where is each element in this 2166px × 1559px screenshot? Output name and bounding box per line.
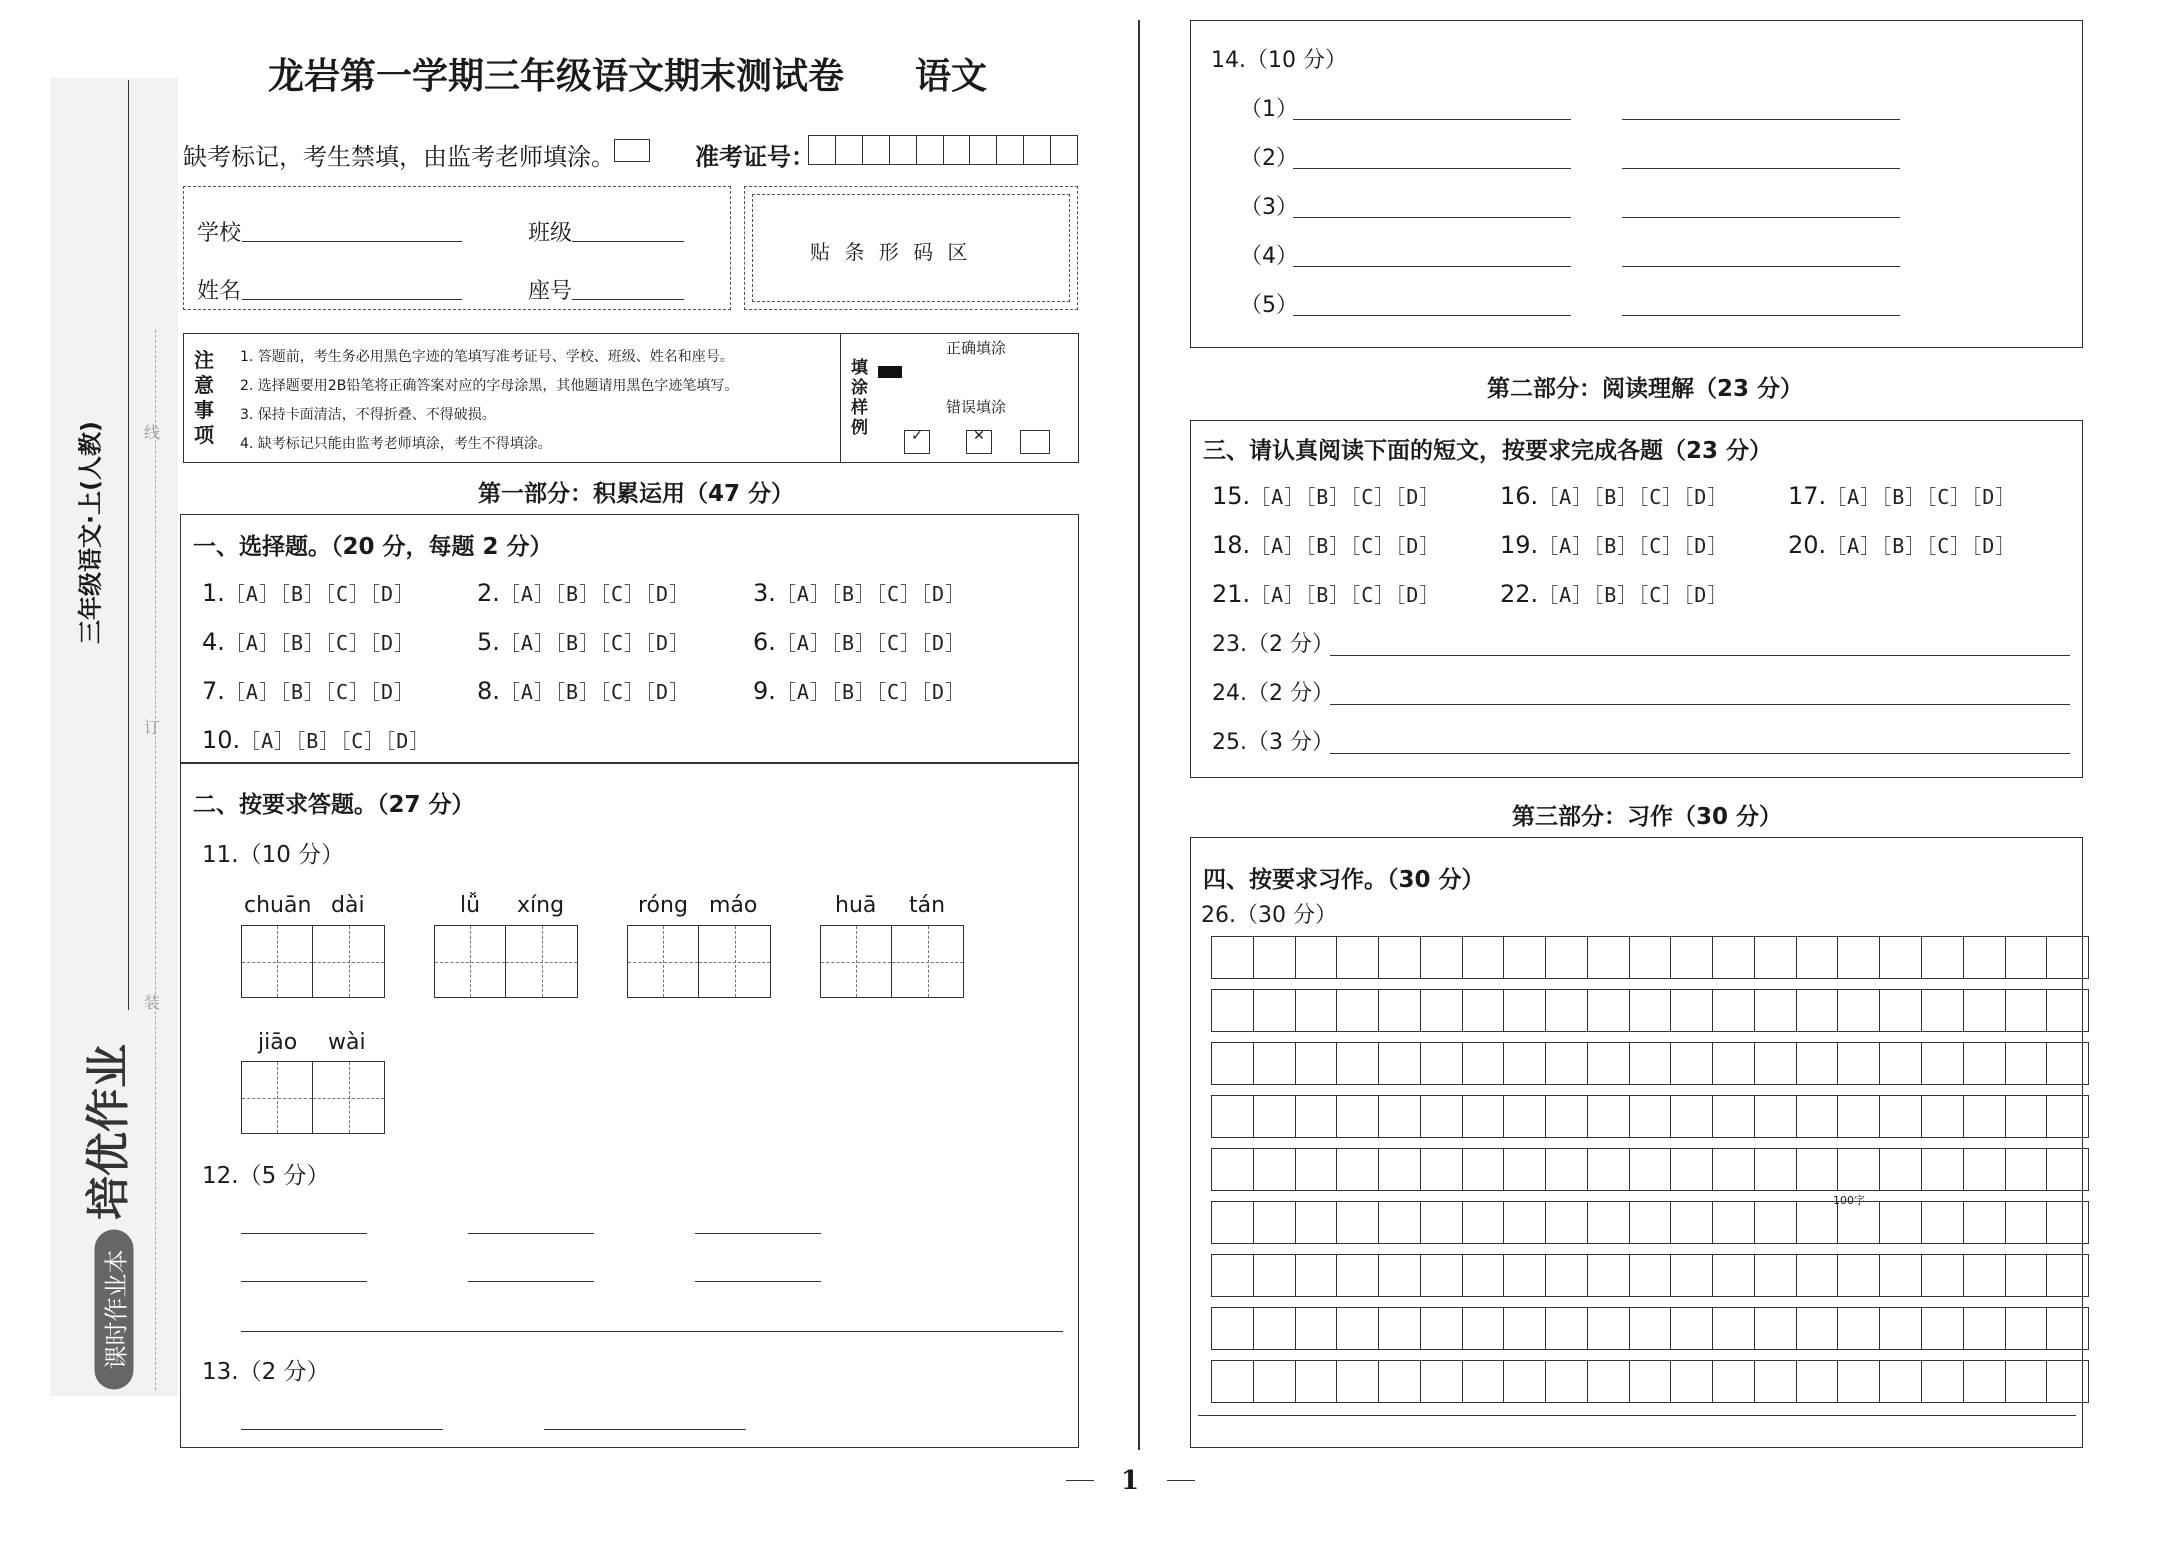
note-1: 1. 答题前，考生务必用黑色字迹的笔填写准考证号、学校、班级、姓名和座号。 — [240, 349, 734, 365]
composition-bottom-rule — [1198, 1415, 2076, 1416]
tian-grid-4[interactable] — [820, 925, 964, 998]
exam-id-boxes[interactable] — [808, 135, 1078, 165]
composition-row[interactable] — [1211, 989, 2089, 1032]
q14-blank-2b[interactable] — [1622, 149, 1900, 169]
exam-subject: 语文 — [915, 55, 988, 97]
pinyin-1a: chuān — [244, 893, 312, 918]
cut-line — [155, 330, 156, 1390]
note-2: 2. 选择题要用2B铅笔将正确答案对应的字母涂黑，其他题请用黑色字迹笔填写。 — [240, 378, 739, 394]
barcode-label: 贴 条 形 码 区 — [810, 240, 972, 264]
q25-label: 25.（3 分） — [1212, 730, 1334, 755]
exam-title: 龙岩第一学期三年级语文期末测试卷 — [268, 55, 845, 97]
pinyin-2a: lǚ — [460, 893, 481, 918]
pinyin-4b: tán — [909, 893, 946, 918]
q14-blank-1b[interactable] — [1622, 100, 1900, 120]
q12-blank-4[interactable] — [241, 1262, 367, 1282]
pinyin-4a: huā — [835, 893, 877, 918]
notes-divider — [840, 333, 841, 463]
pinyin-3b: máo — [709, 893, 758, 918]
mc-question-4[interactable]: 4.［A］［B］［C］［D］ — [202, 628, 416, 656]
absent-checkbox[interactable] — [614, 139, 650, 162]
absent-note: 缺考标记，考生禁填，由监考老师填涂。 — [183, 143, 615, 171]
mc-question-1[interactable]: 1.［A］［B］［C］［D］ — [202, 579, 416, 607]
correct-fill-sample — [878, 366, 902, 378]
q14-blank-4a[interactable] — [1293, 247, 1571, 267]
q13-blank-2[interactable] — [544, 1410, 746, 1430]
tian-grid-5[interactable] — [241, 1061, 385, 1134]
wrong-fill-sample-2: ✕ — [966, 430, 992, 454]
seat-field[interactable] — [572, 276, 684, 300]
q23-answer-line[interactable] — [1330, 634, 2070, 656]
mc-question-9[interactable]: 9.［A］［B］［C］［D］ — [753, 677, 967, 705]
composition-row[interactable] — [1211, 936, 2089, 979]
q25-answer-line[interactable] — [1330, 732, 2070, 754]
composition-row[interactable] — [1211, 1201, 2089, 1244]
pinyin-5b: wài — [328, 1030, 366, 1055]
q14-blank-3b[interactable] — [1622, 198, 1900, 218]
q14-item-1: （1） — [1240, 97, 1298, 122]
marker-100-chars: 100字 — [1833, 1194, 1865, 1207]
fill-example-label: 填 涂 样 例 — [851, 358, 868, 438]
part1-title: 第一部分：积累运用（47 分） — [478, 481, 795, 507]
page-number: 1 — [1121, 1466, 1140, 1496]
page-divider — [1138, 20, 1140, 1450]
part2-title: 第二部分：阅读理解（23 分） — [1487, 376, 1804, 402]
part3-title: 第三部分：习作（30 分） — [1512, 804, 1783, 830]
sidebar-brand: 培优作业 — [83, 1044, 134, 1220]
wrong-fill-sample-1: ✓ — [904, 430, 930, 454]
q11-label: 11.（10 分） — [202, 842, 345, 868]
tian-grid-2[interactable] — [434, 925, 578, 998]
tian-grid-3[interactable] — [627, 925, 771, 998]
name-label: 姓名 — [197, 279, 242, 304]
cut-mark-3: 装 — [144, 993, 161, 1012]
q12-blank-2[interactable] — [468, 1214, 594, 1234]
section1-title: 一、选择题。（20 分，每题 2 分） — [193, 534, 553, 560]
q14-label: 14.（10 分） — [1211, 48, 1347, 73]
correct-fill-label: 正确填涂 — [946, 339, 1007, 357]
pinyin-5a: jiāo — [258, 1030, 298, 1055]
sidebar-subject: 三年级语文·上(人教) — [76, 420, 105, 645]
name-field[interactable] — [242, 276, 462, 300]
footer-dash-right — [1167, 1480, 1195, 1481]
mc-question-3[interactable]: 3.［A］［B］［C］［D］ — [753, 579, 967, 607]
note-3: 3. 保持卡面清洁，不得折叠、不得破损。 — [240, 407, 496, 423]
q24-answer-line[interactable] — [1330, 683, 2070, 705]
q14-item-4: （4） — [1240, 244, 1298, 269]
mc-question-19[interactable]: 19.［A］［B］［C］［D］ — [1500, 531, 1729, 559]
mc-question-22[interactable]: 22.［A］［B］［C］［D］ — [1500, 580, 1729, 608]
mc-question-15[interactable]: 15.［A］［B］［C］［D］ — [1212, 482, 1441, 510]
mc-question-21[interactable]: 21.［A］［B］［C］［D］ — [1212, 580, 1441, 608]
q14-item-3: （3） — [1240, 195, 1298, 220]
notes-heading: 注 意 事 项 — [194, 348, 214, 447]
q13-label: 13.（2 分） — [202, 1359, 330, 1385]
q14-item-2: （2） — [1240, 146, 1298, 171]
q12-blank-1[interactable] — [241, 1214, 367, 1234]
wrong-fill-label: 错误填涂 — [946, 398, 1007, 416]
mc-question-2[interactable]: 2.［A］［B］［C］［D］ — [477, 579, 691, 607]
q13-blank-1[interactable] — [241, 1410, 443, 1430]
q14-blank-3a[interactable] — [1293, 198, 1571, 218]
tian-grid-1[interactable] — [241, 925, 385, 998]
q12-blank-6[interactable] — [695, 1262, 821, 1282]
q14-blank-2a[interactable] — [1293, 149, 1571, 169]
composition-row[interactable] — [1211, 1148, 2089, 1191]
q12-blank-5[interactable] — [468, 1262, 594, 1282]
q14-blank-5b[interactable] — [1622, 296, 1900, 316]
q23-label: 23.（2 分） — [1212, 632, 1334, 657]
section4-title: 四、按要求习作。（30 分） — [1203, 867, 1485, 893]
q24-label: 24.（2 分） — [1212, 681, 1334, 706]
composition-row[interactable] — [1211, 1095, 2089, 1138]
q14-item-5: （5） — [1240, 293, 1298, 318]
pinyin-3a: róng — [638, 893, 688, 918]
pinyin-2b: xíng — [517, 893, 565, 918]
q12-label: 12.（5 分） — [202, 1163, 330, 1189]
mc-question-17[interactable]: 17.［A］［B］［C］［D］ — [1788, 482, 2017, 510]
section2-title: 二、按要求答题。（27 分） — [193, 792, 475, 818]
section3-title: 三、请认真阅读下面的短文，按要求完成各题（23 分） — [1203, 438, 1773, 464]
q12-blank-long[interactable] — [241, 1312, 1063, 1332]
wrong-fill-sample-3 — [1020, 430, 1050, 454]
q14-blank-4b[interactable] — [1622, 247, 1900, 267]
class-field[interactable] — [572, 218, 684, 242]
mc-question-20[interactable]: 20.［A］［B］［C］［D］ — [1788, 531, 2017, 559]
sidebar-brand-sub: 课时作业本 — [95, 1230, 134, 1390]
footer-dash-left — [1066, 1480, 1094, 1481]
q12-blank-3[interactable] — [695, 1214, 821, 1234]
q14-blank-1a[interactable] — [1293, 100, 1571, 120]
composition-row[interactable] — [1211, 1307, 2089, 1350]
cut-mark-2: 订 — [144, 718, 161, 737]
mc-question-16[interactable]: 16.［A］［B］［C］［D］ — [1500, 482, 1729, 510]
mc-question-6[interactable]: 6.［A］［B］［C］［D］ — [753, 628, 967, 656]
school-label: 学校 — [197, 221, 242, 246]
q26-label: 26.（30 分） — [1201, 903, 1337, 928]
mc-question-18[interactable]: 18.［A］［B］［C］［D］ — [1212, 531, 1441, 559]
seat-label: 座号 — [528, 279, 573, 304]
sidebar-rule — [128, 80, 129, 1010]
note-4: 4. 缺考标记只能由监考老师填涂，考生不得填涂。 — [240, 436, 552, 452]
q14-blank-5a[interactable] — [1293, 296, 1571, 316]
mc-question-8[interactable]: 8.［A］［B］［C］［D］ — [477, 677, 691, 705]
mc-question-7[interactable]: 7.［A］［B］［C］［D］ — [202, 677, 416, 705]
cut-mark-1: 线 — [144, 423, 161, 442]
mc-question-10[interactable]: 10.［A］［B］［C］［D］ — [202, 726, 431, 754]
school-field[interactable] — [242, 218, 462, 242]
mc-question-5[interactable]: 5.［A］［B］［C］［D］ — [477, 628, 691, 656]
composition-row[interactable] — [1211, 1360, 2089, 1403]
pinyin-1b: dài — [331, 893, 365, 918]
composition-row[interactable] — [1211, 1254, 2089, 1297]
composition-row[interactable] — [1211, 1042, 2089, 1085]
class-label: 班级 — [528, 221, 573, 246]
exam-id-label: 准考证号： — [695, 143, 815, 171]
